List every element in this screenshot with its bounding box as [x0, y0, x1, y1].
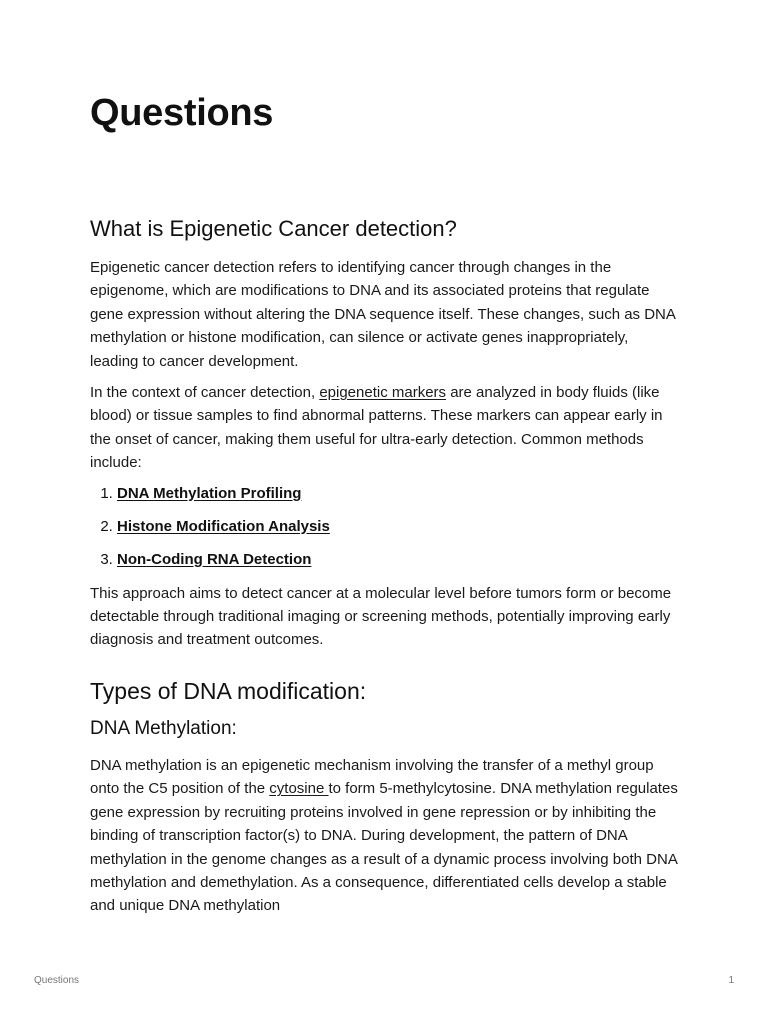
footer-document-title: Questions — [34, 975, 80, 986]
dna-methylation-profiling-link[interactable]: DNA Methylation Profiling — [117, 484, 302, 502]
paragraph-context-text-end: are analyzed in body fluids (like blood) or tissue samples to find abnormal patterns. These markers can appear early in the onset of cancer, making them useful for ultra-early detection. Common methods include: — [90, 384, 663, 472]
cytosine-link[interactable]: cytosine — [269, 780, 329, 798]
subheading-dna-methylation: DNA Methylation: — [90, 717, 237, 739]
document-content — [90, 212, 680, 926]
histone-modification-analysis-link[interactable]: Histone Modification Analysis — [117, 517, 330, 535]
paragraph-methylation-text-start: DNA methylation is an epigenetic mechanism involving the transfer of a methyl group onto the C5 position of the — [90, 756, 654, 798]
list-item — [117, 549, 680, 571]
paragraph-context — [90, 381, 680, 475]
paragraph-methylation-text-end: to form 5-methylcytosine. DNA methylation regulates gene expression by recruiting proteins involved in gene repression or by inhibiting the binding of transcription factor(s) to DNA. During development, the pattern of DNA methylation in the genome changes as a result of a dynamic process involving both DNA methylation and demethylation. As a consequence, differentiated cells develop a stable and unique DNA methylation — [90, 780, 678, 915]
page-title: Questions — [90, 92, 274, 134]
epigenetic-markers-link[interactable]: epigenetic markers — [319, 384, 447, 402]
paragraph-context-text-start: In the context of cancer detection, — [90, 384, 320, 402]
paragraph-dna-methylation — [90, 754, 680, 918]
list-item — [117, 516, 680, 538]
methods-list — [90, 483, 680, 571]
paragraph-definition: Epigenetic cancer detection refers to identifying cancer through changes in the epigenome, which are modifications to DNA and its associated proteins that regulate gene expression without altering the DNA sequence itself. These changes, such as DNA methylation or histone modification, can silence or activate genes inappropriately, leading to cancer development. — [90, 259, 676, 370]
paragraph-approach: This approach aims to detect cancer at a molecular level before tumors form or become detectable through traditional imaging or screening methods, potentially improving early diagnosis and treatment outcomes. — [90, 584, 672, 649]
footer-page-number: 1 — [728, 975, 734, 986]
section-heading-epigenetic-detection: What is Epigenetic Cancer detection? — [90, 216, 457, 241]
section-heading-dna-modification-types: Types of DNA modification: — [90, 677, 367, 704]
non-coding-rna-detection-link[interactable]: Non-Coding RNA Detection — [117, 550, 312, 568]
list-item — [117, 483, 680, 505]
